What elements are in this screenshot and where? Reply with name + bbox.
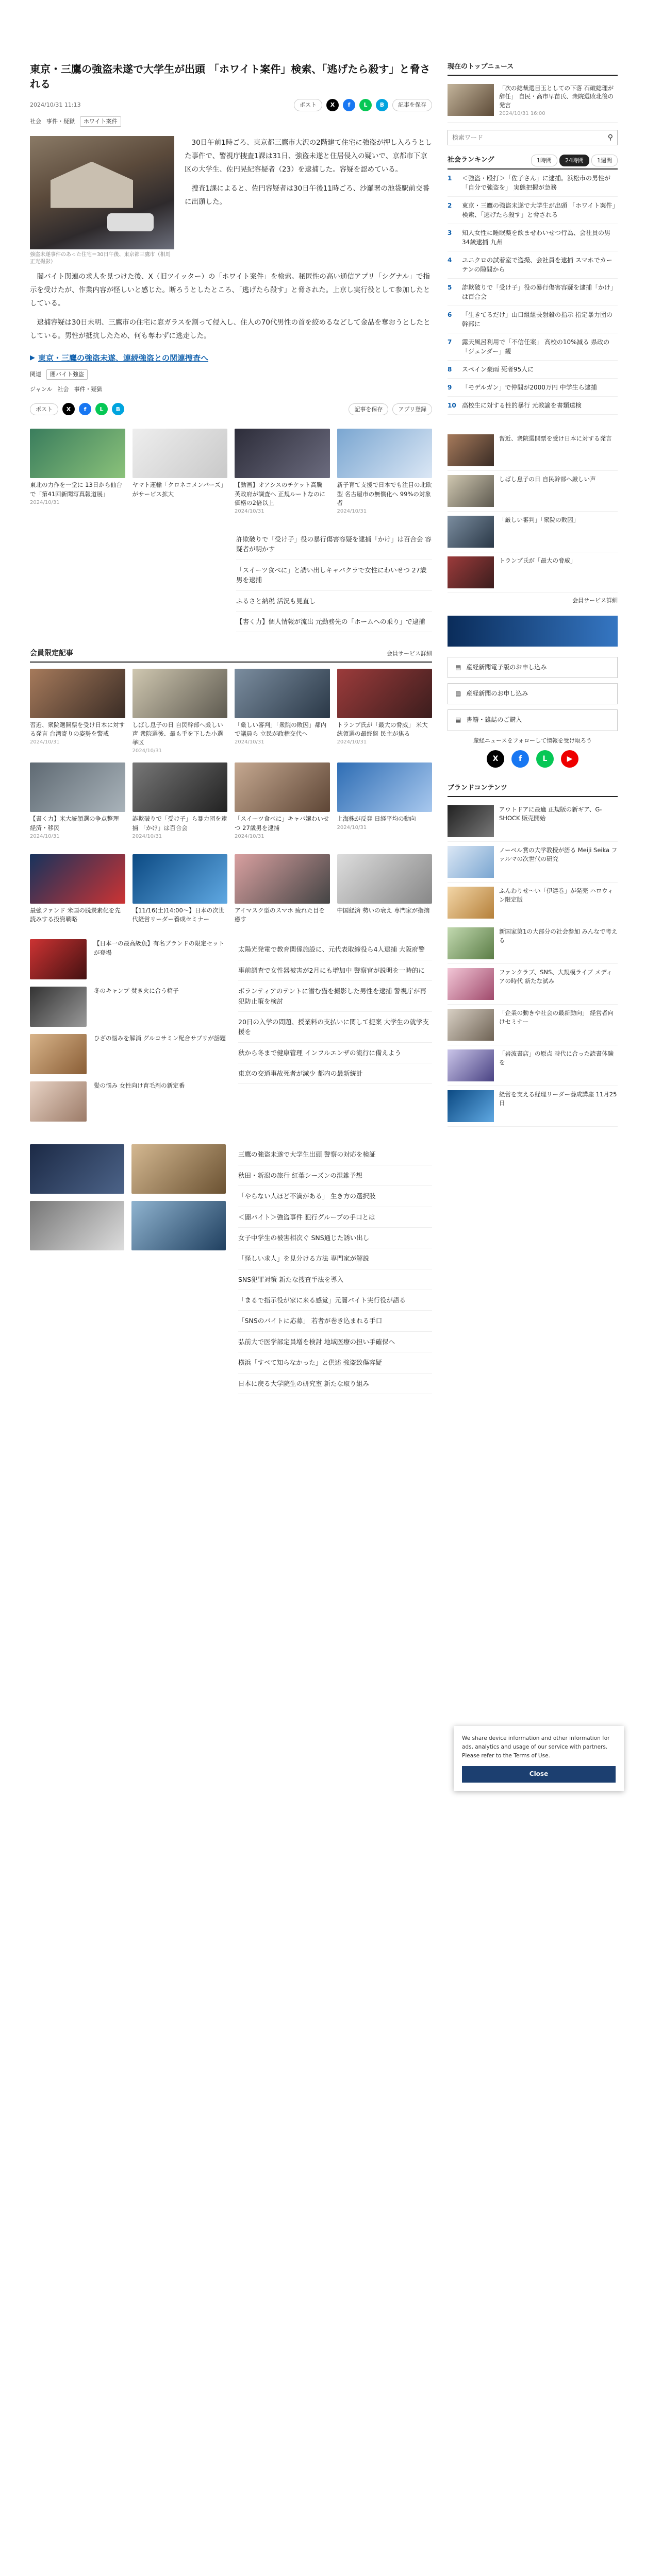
share-bar-bottom [30, 403, 432, 415]
news-list [238, 939, 432, 1129]
rank-item[interactable]: 10 高校生に対する性的暴行 元教諭を書類送検 [448, 397, 618, 415]
banner-ad[interactable] [448, 616, 618, 647]
article-title: 東京・三鷹の強盗未遂で大学生が出頭 「ホワイト案件」検索、「逃げたら殺す」と脅される [30, 63, 431, 90]
line-share-icon[interactable]: L [359, 99, 372, 111]
tag-incident[interactable]: 事件・疑獄 [46, 118, 75, 125]
x-share-icon[interactable]: X [326, 99, 339, 111]
service-button[interactable]: ▤ 産経新聞電子版のお申し込み [448, 657, 618, 678]
related-label: 関連 [30, 371, 41, 378]
members-section [30, 648, 432, 841]
paragraph: 逮捕容疑は30日未明、三鷹市の住宅に窓ガラスを割って侵入し、住人の70代男性の首を絞めるなどして金品を奪おうとしたとしている。男性が抵抗したため、何も奪わずに逃走した。 [30, 318, 431, 340]
list-item[interactable]: 許欺破りで「受け子」役の暴行傷害容疑を逮捕「かけ」は百合会 容疑者が明かす [236, 529, 432, 560]
book-icon: ▤ [455, 716, 461, 724]
social-row [448, 750, 618, 768]
service-buttons [448, 657, 618, 731]
hatena-share-icon[interactable]: B [376, 99, 388, 111]
promo-card[interactable]: アイマスク型のスマホ 疲れた目を癒す [235, 854, 330, 924]
section-title: 会員限定記事 [30, 649, 73, 658]
ad-row[interactable]: 【日本一の最高級魚】有名ブランドの限定セットが登場 [30, 939, 226, 979]
list-item[interactable]: 東京の交通事故死者が減少 都内の最新統計 [238, 1063, 432, 1084]
article-tags [30, 116, 432, 127]
genre-tag[interactable]: 社会 [57, 385, 69, 393]
tag-white-job[interactable]: ホワイト案件 [80, 116, 121, 127]
member-card[interactable]: 習近、衆院選開票を受け日本に対する発言 台湾寄りの姿勢を警戒 2024/10/31 [30, 669, 125, 756]
tab-1h[interactable]: 1時間 [531, 155, 557, 167]
post-button[interactable]: ポスト [30, 403, 58, 416]
service-button[interactable]: ▤ 書籍・雑誌のご購入 [448, 709, 618, 731]
cookie-text: We share device information and other information for ads, analytics and usage of our service with partners. Please refer to the Terms of Use. [462, 1735, 610, 1759]
brand-card[interactable]: 経営を支える経理リーダー養成講座 11月25日 [448, 1086, 618, 1127]
tag-society[interactable]: 社会 [30, 118, 41, 125]
list-item[interactable]: ＜闇バイト＞強盗事件 犯行グループの手口とは [238, 1207, 432, 1228]
more-link[interactable]: 会員サービス詳細 [387, 650, 432, 657]
promo-cards [30, 854, 432, 924]
brand-card[interactable]: ふんわりせ〜い「伊達巻」が発売 ハロウィン限定版 [448, 883, 618, 923]
brand-card[interactable]: 「企業の動きや社会の最新動向」 経営者向けセミナー [448, 1005, 618, 1045]
member-card[interactable]: しばし息子の日 自民幹部へ厳しい声 衆院選後、最も手を下した小選挙区 2024/10/31 [133, 669, 228, 756]
article-meta [30, 99, 432, 111]
member-card[interactable]: 詐欺破りで「受け子」ら暴力団を逮捕 「かけ」は百合会 2024/10/31 [133, 762, 228, 841]
genre-tag[interactable]: 事件・疑獄 [74, 385, 103, 393]
post-button[interactable]: ポスト [294, 99, 322, 111]
list-item[interactable]: 事前調査で女性器被害が2月にも増加中 警察官が説明を一時的に [238, 960, 432, 981]
ad-row[interactable]: ひざの悩みを解消 グルコサミン配合サプリが話題 [30, 1034, 226, 1074]
list-item[interactable]: 弘前大で医学部定員増を検討 地域医療の担い手確保へ [238, 1332, 432, 1352]
search-input[interactable] [448, 130, 604, 145]
photo-card[interactable]: 新子育て支援で日本でも注目の北欧型 名古屋市の無償化へ 99%の対象者 2024/10/31 [337, 429, 433, 516]
cookie-close-button[interactable]: Close [462, 1766, 616, 1782]
photo-caption: 強盗未遂事件のあった住宅＝30日午後、東京都三鷹市（相馬正光撮影） [30, 251, 171, 265]
more-card[interactable] [30, 1201, 124, 1250]
brand-card[interactable]: ファンクラブ、SNS、大規模ライブ メディアの時代 新たな試み [448, 964, 618, 1005]
sidebar-members [448, 430, 618, 605]
list-item[interactable]: 「まるで指示役が家に来る感覚」元闇バイト実行役が語る [238, 1290, 432, 1311]
more-thumbs [30, 1144, 226, 1394]
newspaper-icon: ▤ [455, 664, 461, 671]
search-box [448, 130, 618, 145]
x-icon[interactable]: X [487, 750, 504, 768]
line-icon[interactable]: L [536, 750, 554, 768]
rank-item[interactable]: 1 ＜強盗・殴打＞「佐子さん」に逮捕。浜松市の男性が「自分で強盗を」 実態把握が急務 [448, 170, 618, 197]
side-card[interactable]: 「厳しい審判」「衆院の敗因」 [448, 512, 618, 552]
member-card[interactable]: 上海株が反発 日経平均の動向 2024/10/31 [337, 762, 433, 841]
list-item[interactable]: SNS犯罪対策 新たな捜査手法を導入 [238, 1269, 432, 1290]
paragraph: 30日午前1時ごろ、東京都三鷹市大沢の2階建て住宅に強盗が押し入ろうとした事件で、警視庁捜査1課は31日、強盗未遂と住居侵入の疑いで、京都市下京区の大学生、佐円晃紀容疑者（23）を逮捕した。容疑を認めている。 [185, 138, 432, 174]
ranking-header [448, 155, 618, 170]
brand-card[interactable]: ノーベル賞の大学教授が語る Meiji Seika ファルマの次世代の研究 [448, 842, 618, 883]
brand-title: ブランドコンテンツ [448, 783, 618, 797]
related-article-link[interactable]: 東京・三鷹の強盗未遂、連続強盗との関連捜査へ [38, 353, 209, 363]
search-icon[interactable]: ⚲ [607, 133, 613, 142]
share-bar-top [294, 99, 432, 111]
ad-row[interactable]: 冬のキャンプ 焚き火に合う椅子 [30, 987, 226, 1027]
member-card[interactable]: 「スイーツ食べに」キャバ嬢わいせつ 27歳男を逮捕 2024/10/31 [235, 762, 330, 841]
member-card[interactable]: 「厳しい審判」「衆院の敗因」都内で議員ら 立民が政権交代へ 2024/10/31 [235, 669, 330, 756]
photo-card[interactable]: 【動画】オアシスのチケット高騰 英政府が調査へ 正規ルートなのに価格の2倍以上 2024/10/31 [235, 429, 330, 516]
rank-item[interactable]: 9 「モデルガン」で仲間が2000万円 中学生ら逮捕 [448, 379, 618, 397]
facebook-share-icon[interactable]: f [343, 99, 355, 111]
ad-column [30, 939, 226, 1129]
brand-card[interactable]: 新国家第1の大部分の社会参加 みんなで考える [448, 923, 618, 964]
more-section [30, 1144, 432, 1394]
ranking-list [448, 170, 618, 415]
list-item[interactable]: 「スイーツ食べに」と誘い出しキャバクラで女性にわいせつ 27歳男を逮捕 [236, 560, 432, 591]
list-item[interactable]: ふるさと納税 活況も見直し [236, 591, 432, 612]
rank-item[interactable]: 2 東京・三鷹の強盗未遂で大学生が出頭 「ホワイト案件」検索、「逃げたら殺す」と脅される [448, 197, 618, 224]
list-item[interactable]: 太陽光発電で教育関係施設に、元代表取締役ら4人逮捕 大阪府警 [238, 939, 432, 960]
list-item[interactable]: 「SNSのバイトに応募」 若者が巻き込まれる手口 [238, 1311, 432, 1331]
main-column [30, 62, 432, 1394]
promo-card[interactable]: 最強ファンド 米国の脱炭素化を先読みする投資戦略 [30, 854, 125, 924]
app-register-button[interactable]: アプリ登録 [392, 403, 432, 416]
related-tag[interactable]: 闇バイト強盗 [46, 369, 88, 380]
list-item[interactable]: 【書く力】個人情報が流出 元勤務先の「ホームへの乗り」で逮捕 [236, 612, 432, 632]
article-date: 2024/10/31 11:13 [30, 101, 81, 109]
top-news-title: 現在のトップニュース [448, 62, 618, 76]
rank-item[interactable]: 7 露天風呂利用で「不信任案」 高校の10%減る 県政の「ジェンダー」観 [448, 333, 618, 361]
member-card[interactable]: 【書く力】米大統領選の争点整理 経済・移民 2024/10/31 [30, 762, 125, 841]
rank-item[interactable]: 4 ユニクロの試着室で盗撮、会社員を逮捕 スマホでカーテンの隙間から [448, 251, 618, 279]
facebook-icon[interactable]: f [511, 750, 529, 768]
list-item[interactable]: 「怪しい求人」を見分ける方法 専門家が解説 [238, 1248, 432, 1269]
youtube-icon[interactable]: ▶ [561, 750, 578, 768]
list-item[interactable]: 20日の入学の問題、授業料の支払いに関して提案 大学生の就学支援を [238, 1012, 432, 1043]
photo-cards [30, 429, 432, 516]
sidebar [448, 62, 618, 1127]
list-item[interactable]: 秋田・新潟の旅行 紅葉シーズンの混雑予想 [238, 1165, 432, 1186]
news-and-ads [30, 939, 432, 1129]
members-more-link[interactable]: 会員サービス詳細 [572, 597, 618, 604]
ad-row[interactable]: 髪の悩み 女性向け育毛剤の新定番 [30, 1081, 226, 1122]
ranking-title: 社会ランキング [448, 156, 494, 164]
save-article-button[interactable]: 記事を保存 [349, 403, 388, 416]
more-list [238, 1144, 432, 1394]
list-item[interactable]: 秋から冬まで健康管理 インフルエンザの流行に備えよう [238, 1043, 432, 1063]
promo-card[interactable]: 中国経済 勢いの衰え 専門家が指摘 [337, 854, 433, 924]
more-card[interactable] [30, 1144, 124, 1194]
rank-item[interactable]: 6 「生きてるだけ」山口組組長射殺の指示 指定暴力団の幹部に [448, 306, 618, 333]
x-share-icon[interactable]: X [62, 403, 75, 415]
cookie-dialog [454, 1726, 624, 1791]
list-item[interactable]: 日本に戻る大学院生の研究室 新たな取り組み [238, 1374, 432, 1394]
paragraph: 闇バイト関連の求人を見つけた後、X（旧ツイッター）の「ホワイト案件」を検索。秘匿性の高い通信アプリ「シグナル」で指示を受けたが、作業内容が怪しいと感じた。断ろうとしたところ、「逃げたら殺す」と脅された。上京し実行役として参加したとしている。 [30, 272, 431, 308]
newspaper-icon: ▤ [455, 690, 461, 698]
line-share-icon[interactable]: L [95, 403, 108, 415]
facebook-share-icon[interactable]: f [79, 403, 91, 415]
inline-related-list [236, 529, 432, 632]
brand-card[interactable]: アウトドアに最適 正規版の新ギア、G-SHOCK 販売開始 [448, 801, 618, 842]
photo-card[interactable]: 東北の力作を一堂に 13日から仙台で「第41回新聞写真報道展」 2024/10/31 [30, 429, 125, 516]
top-news-card[interactable]: 「次の総裁選目玉としての下落 石破総理が辞任」 自民・高市早苗氏、衆院選敗北後の発言 2024/10/31 16:00 [448, 80, 618, 123]
service-button[interactable]: ▤ 産経新聞のお申し込み [448, 683, 618, 704]
rank-item[interactable]: 3 知人女性に睡眠薬を飲ませわいせつ行為、会社員の男34歳逮捕 九州 [448, 224, 618, 251]
brand-card[interactable]: 「岩波書店」の原点 時代に合った読書体験を [448, 1045, 618, 1086]
brand-contents [448, 783, 618, 1127]
list-item[interactable]: 横浜「すべて知らなかった」と供述 強盗致傷容疑 [238, 1352, 432, 1373]
hatena-share-icon[interactable]: B [112, 403, 124, 415]
follow-label: 産経ニュースをフォローして情報を受け取ろう [473, 737, 592, 744]
side-card[interactable]: トランプ氏が「最大の脅威」 [448, 552, 618, 593]
more-card[interactable] [131, 1144, 226, 1194]
list-item[interactable]: 三鷹の強盗未遂で大学生出頭 警察の対応を検証 [238, 1144, 432, 1165]
tab-24h[interactable]: 24時間 [559, 155, 589, 167]
related-box: ▶ 東京・三鷹の強盗未遂、連続強盗との関連捜査へ 関連 闇バイト強盗 ジャンル 社会 事件・疑獄 [30, 352, 432, 394]
paragraph: 捜査1課によると、佐円容疑者は30日午後11時ごろ、沙羅署の池袋駅前交番に出頭した。 [185, 184, 429, 206]
tab-1w[interactable]: 1週間 [591, 155, 618, 167]
rank-item[interactable]: 5 詐欺破りで「受け子」役の暴行傷害容疑を逮捕「かけ」は百合会 [448, 279, 618, 306]
list-item[interactable]: 女子中学生の被害相次ぐ SNS通じた誘い出し [238, 1228, 432, 1248]
lead-block [30, 136, 432, 266]
photo-card[interactable]: ヤマト運輸「クロネコメンバーズ」がサービス拡大 [133, 429, 228, 516]
list-item[interactable]: 「やらない人ほど不満がある」 生き方の選択肢 [238, 1186, 432, 1207]
promo-card[interactable]: 【11/16(土)14:00〜】日本の次世代経営リーダー養成セミナー [133, 854, 228, 924]
more-card[interactable] [131, 1201, 226, 1250]
list-item[interactable]: ボランティアのテントに潜む猫を撮影した男性を逮捕 警視庁が再犯防止策を検討 [238, 981, 432, 1012]
lead-photo [30, 136, 174, 249]
member-card[interactable]: トランプ氏が「最大の脅威」 米大統領選の最終盤 民主が焦る 2024/10/31 [337, 669, 433, 756]
save-article-button[interactable]: 記事を保存 [392, 99, 432, 111]
rank-item[interactable]: 8 スペイン豪雨 死者95人に [448, 361, 618, 379]
genre-label: ジャンル [30, 385, 53, 393]
side-card[interactable]: しばし息子の日 自民幹部へ厳しい声 [448, 471, 618, 512]
side-card[interactable]: 習近、衆院選開票を受け日本に対する発言 [448, 430, 618, 471]
